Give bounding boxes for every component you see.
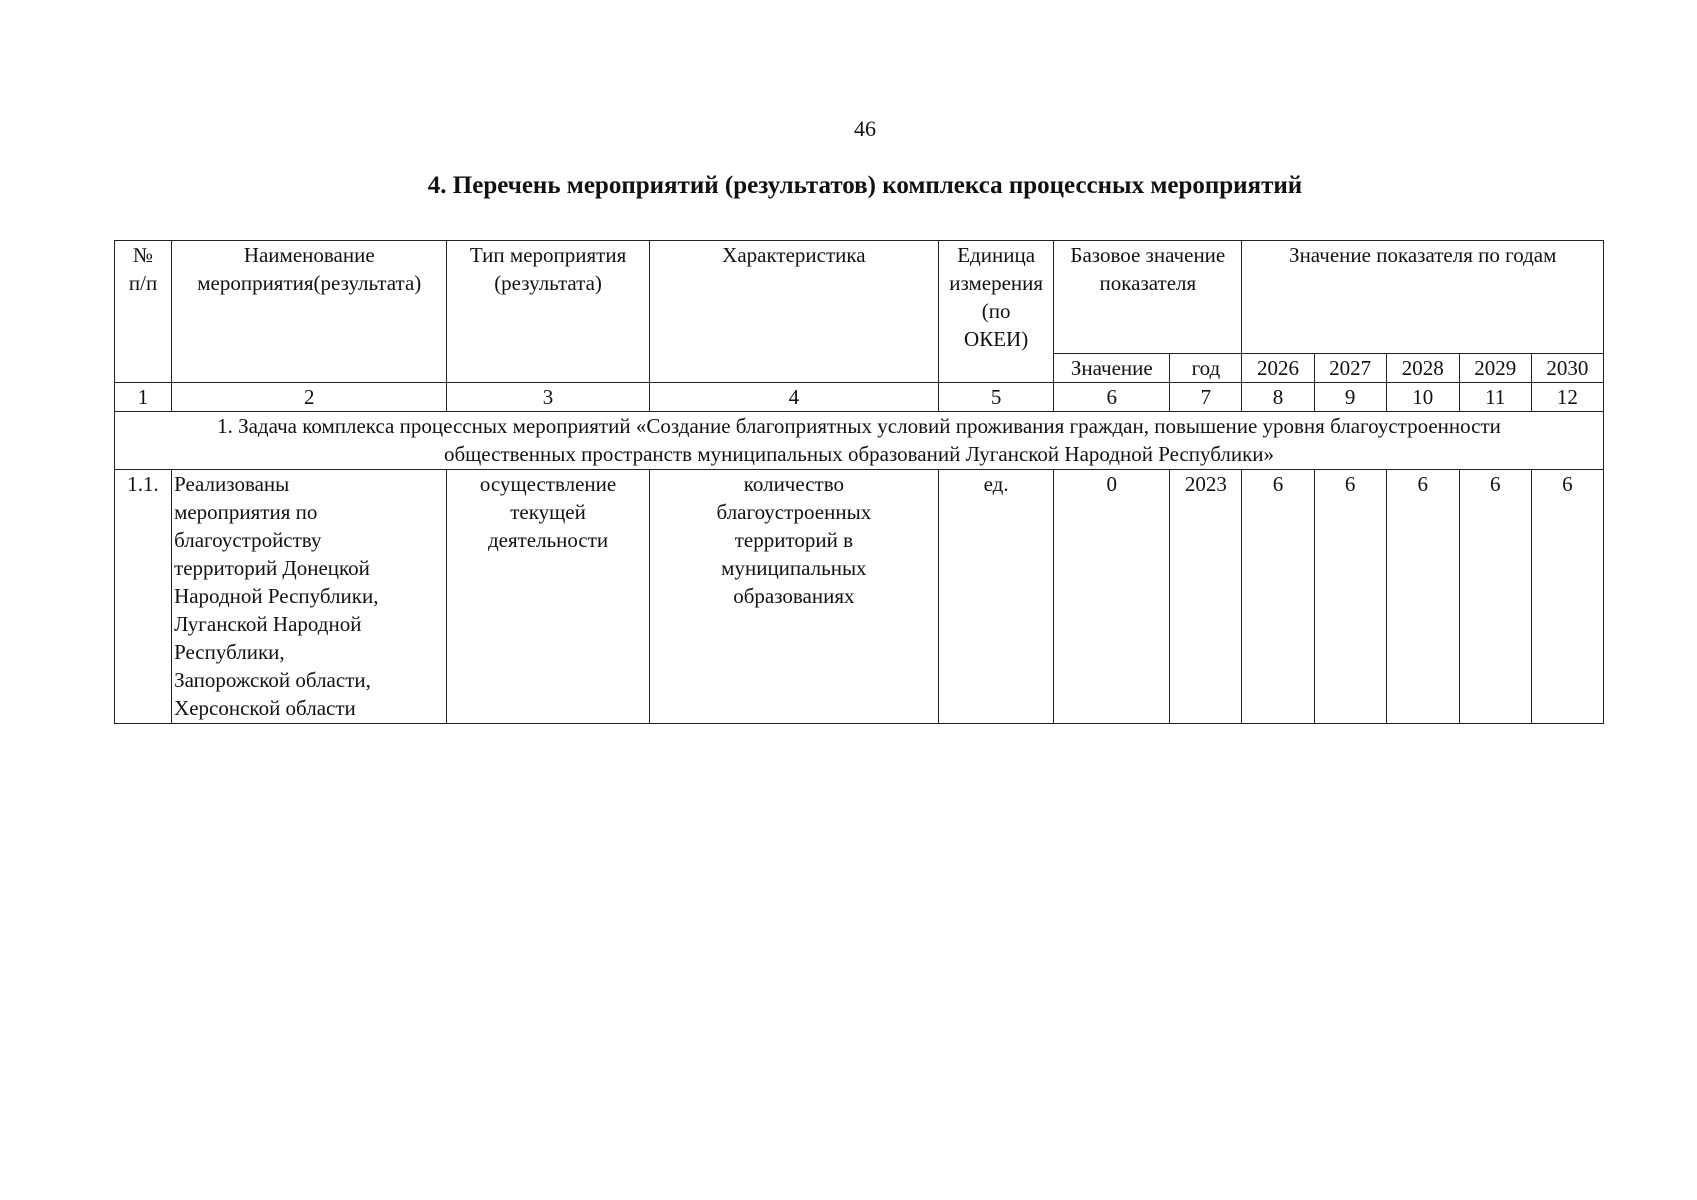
column-number: 1 bbox=[115, 383, 172, 412]
header-unit: Единица измерения (по ОКЕИ) bbox=[939, 241, 1054, 383]
header-year: 2028 bbox=[1386, 354, 1459, 383]
column-number: 12 bbox=[1531, 383, 1603, 412]
column-number: 5 bbox=[939, 383, 1054, 412]
task-row bbox=[115, 412, 1604, 470]
row-year-value: 6 bbox=[1386, 470, 1459, 724]
header-num: № п/п bbox=[115, 241, 172, 383]
row-year-value: 6 bbox=[1459, 470, 1531, 724]
header-name: Наименование мероприятия(результата) bbox=[172, 241, 447, 383]
row-year-value: 6 bbox=[1314, 470, 1386, 724]
page-number: 46 bbox=[854, 116, 876, 141]
header-year: 2027 bbox=[1314, 354, 1386, 383]
header-year: 2026 bbox=[1242, 354, 1314, 383]
header-years-group: Значение показателя по годам bbox=[1242, 241, 1604, 354]
column-number: 4 bbox=[649, 383, 938, 412]
column-number: 2 bbox=[172, 383, 447, 412]
header-base: Базовое значение показателя bbox=[1054, 241, 1242, 354]
measures-table bbox=[114, 240, 1604, 724]
row-base-value: 0 bbox=[1054, 470, 1170, 724]
column-number: 8 bbox=[1242, 383, 1314, 412]
row-characteristic: количество благоустроенных территорий в муниципальных образованиях bbox=[649, 470, 938, 724]
header-characteristic: Характеристика bbox=[649, 241, 938, 383]
row-year-value: 6 bbox=[1531, 470, 1603, 724]
column-number: 3 bbox=[447, 383, 649, 412]
row-type: осуществление текущей деятельности bbox=[447, 470, 649, 724]
column-number: 7 bbox=[1170, 383, 1242, 412]
header-base-value: Значение bbox=[1054, 354, 1170, 383]
row-unit: ед. bbox=[939, 470, 1054, 724]
row-year-value: 6 bbox=[1242, 470, 1314, 724]
column-number: 9 bbox=[1314, 383, 1386, 412]
header-type: Тип мероприятия (результата) bbox=[447, 241, 649, 383]
row-base-year: 2023 bbox=[1170, 470, 1242, 724]
row-name: Реализованы мероприятия по благоустройству территорий Донецкой Народной Республики, Луганской Народной Республики, Запорожской области, Херсонской области bbox=[172, 470, 447, 724]
header-base-year: год bbox=[1170, 354, 1242, 383]
column-number: 10 bbox=[1386, 383, 1459, 412]
column-number: 6 bbox=[1054, 383, 1170, 412]
row-num: 1.1. bbox=[115, 470, 172, 724]
document-title: 4. Перечень мероприятий (результатов) комплекса процессных мероприятий bbox=[427, 172, 1303, 199]
task-text: 1. Задача комплекса процессных мероприятий «Создание благоприятных условий проживания граждан, повышение уровня благоустроенности общественных пространств муниципальных образований Луганской Народной Республики» bbox=[115, 412, 1604, 470]
table-row bbox=[115, 470, 1604, 724]
column-number: 11 bbox=[1459, 383, 1531, 412]
header-row bbox=[115, 241, 1604, 354]
header-year: 2029 bbox=[1459, 354, 1531, 383]
column-number-row bbox=[115, 383, 1604, 412]
header-year: 2030 bbox=[1531, 354, 1603, 383]
